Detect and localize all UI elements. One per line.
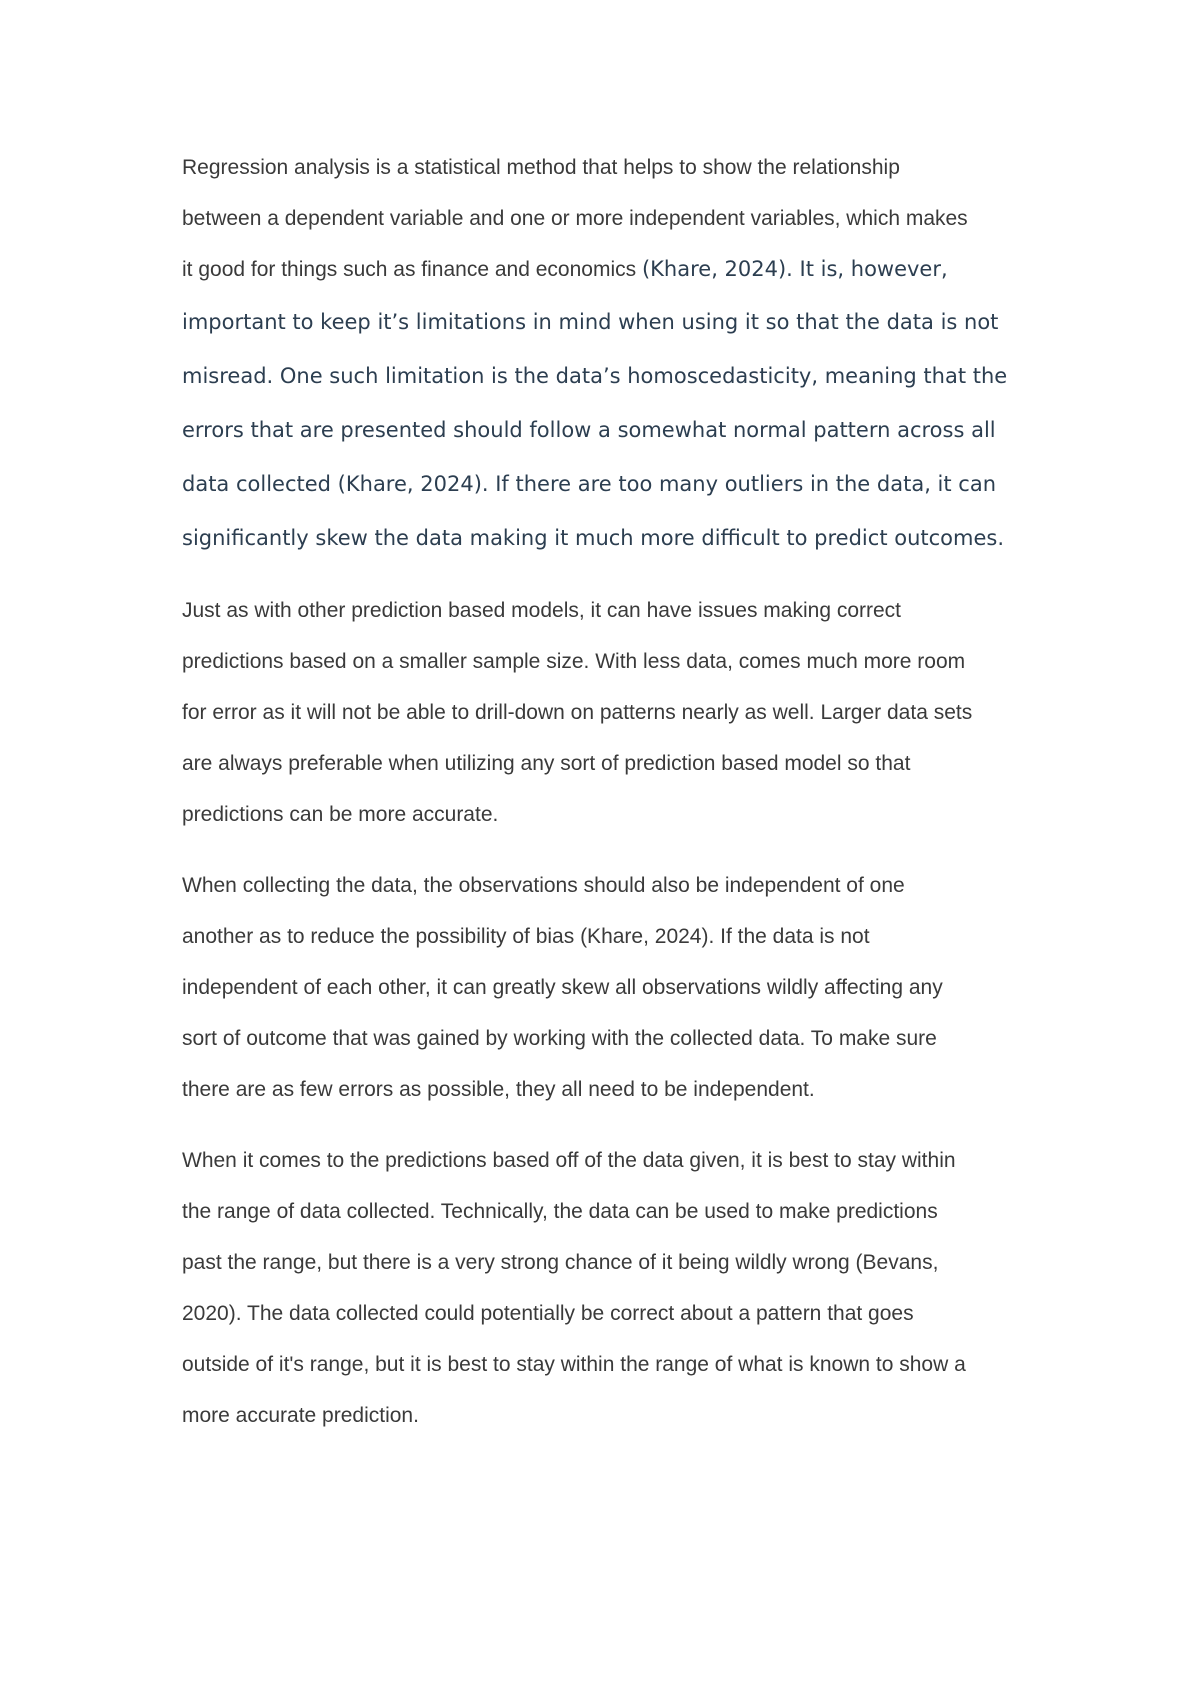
text-line: When it comes to the predictions based off of the data given, it is best to stay within — [182, 1149, 956, 1172]
paragraph-2 — [182, 585, 1042, 840]
text-line: sort of outcome that was gained by working with the collected data. To make sure — [182, 1027, 937, 1050]
text-line: are always preferable when utilizing any sort of prediction based model so that — [182, 752, 911, 775]
text-line: predictions can be more accurate. — [182, 803, 499, 826]
text-line: independent of each other, it can greatly skew all observations wildly affecting any — [182, 976, 943, 999]
text-run: it good for things such as finance and economics — [182, 258, 642, 281]
text-line: for error as it will not be able to drill-down on patterns nearly as well. Larger data sets — [182, 701, 973, 724]
text-line: past the range, but there is a very strong chance of it being wildly wrong (Bevans, — [182, 1251, 939, 1274]
emphasized-text-line: misread. One such limitation is the data’s homoscedasticity, meaning that the — [182, 364, 1008, 388]
text-line: the range of data collected. Technically, the data can be used to make predictions — [182, 1200, 938, 1223]
text-line: outside of it's range, but it is best to stay within the range of what is known to show a — [182, 1353, 966, 1376]
text-line: predictions based on a smaller sample size. With less data, comes much more room — [182, 650, 966, 673]
emphasized-text-line: significantly skew the data making it much more difficult to predict outcomes. — [182, 526, 1005, 550]
text-line: another as to reduce the possibility of bias (Khare, 2024). If the data is not — [182, 925, 870, 948]
paragraph-1 — [182, 142, 1042, 565]
emphasized-text-line: important to keep it’s limitations in mind when using it so that the data is not — [182, 310, 999, 334]
text-line: between a dependent variable and one or more independent variables, which makes — [182, 207, 968, 230]
emphasized-text-line: errors that are presented should follow a somewhat normal pattern across all — [182, 418, 996, 442]
paragraph-4 — [182, 1135, 1042, 1441]
document-body — [182, 142, 1042, 1441]
emphasized-text-line: data collected (Khare, 2024). If there are too many outliers in the data, it can — [182, 472, 997, 496]
text-line: Regression analysis is a statistical method that helps to show the relationship — [182, 156, 900, 179]
text-line: more accurate prediction. — [182, 1404, 419, 1427]
text-line: Just as with other prediction based models, it can have issues making correct — [182, 599, 902, 622]
citation-run: (Khare, 2024). It is, however, — [641, 257, 948, 281]
text-line: there are as few errors as possible, they all need to be independent. — [182, 1078, 815, 1101]
text-line: When collecting the data, the observations should also be independent of one — [182, 874, 905, 897]
text-line: 2020). The data collected could potentially be correct about a pattern that goes — [182, 1302, 914, 1325]
text-line — [182, 244, 1042, 295]
paragraph-3 — [182, 860, 1042, 1115]
